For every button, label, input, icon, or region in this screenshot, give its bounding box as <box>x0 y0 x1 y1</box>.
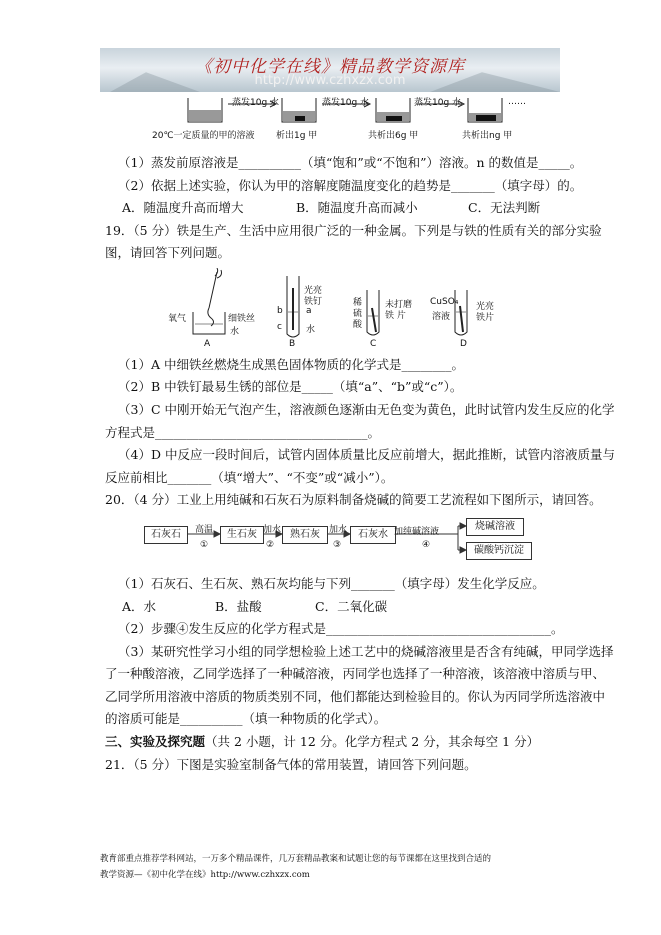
q18-option-a: A．随温度升高而增大 <box>122 200 244 215</box>
q20-option-c: C．二氧化碳 <box>315 599 388 614</box>
q18-option-b: B．随温度升高而减小 <box>296 200 418 215</box>
flow-node-slakedlime: 熟石灰 <box>282 526 328 544</box>
footer-line: 教育部重点推荐学科网站，一万多个精品课件，几万套精品教案和试题让您的每节课都在这里找到合适的 <box>100 854 492 864</box>
figB-c: c <box>277 322 282 332</box>
q19-part3: （3）C 中刚开始无气泡产生，溶液颜色逐渐由无色变为黄色，此时试管内发生反应的化学 <box>118 402 615 417</box>
flow-node-limestone: 石灰石 <box>144 526 188 544</box>
flow-step-num: ① <box>200 540 209 550</box>
flow-step-num: ③ <box>333 540 342 550</box>
q20-part3-cont: 了一种酸溶液，乙同学选择了一种碱溶液，丙同学也选择了一种溶液，该溶液中溶质与甲、 <box>105 666 606 681</box>
q18-option-c: C．无法判断 <box>468 200 541 215</box>
section-heading-note: （共 2 小题，计 12 分。化学方程式 2 分，其余每空 1 分） <box>205 734 540 749</box>
figC-caption: C <box>370 339 377 349</box>
figB-water: 水 <box>306 325 316 335</box>
figB-nail: 铁钉 <box>304 297 323 307</box>
figC-rust: 未打磨 <box>385 300 413 310</box>
q19-part4-cont: 反应前相比_______（填“增大”、“不变”或“减小”）。 <box>105 470 394 485</box>
flow-step-label: 加水 <box>329 525 348 535</box>
q20-part3-cont: 的溶质可能是__________（填一种物质的化学式）。 <box>105 711 387 726</box>
figA-oxygen: 氧气 <box>168 314 187 324</box>
figA-water: 水 <box>230 327 240 337</box>
q19-part3-cont: 方程式是__________________________________。 <box>105 425 381 440</box>
figA-wire: 细铁丝 <box>228 314 256 324</box>
figC-acid: 酸 <box>353 320 363 330</box>
flow-step-label: 加水 <box>263 525 282 535</box>
q18-part2: （2）依据上述实验，你认为甲的溶解度随温度变化的趋势是_______（填字母）的。 <box>118 178 583 193</box>
banner-url[interactable]: http://www.czhxzx.com <box>254 73 406 88</box>
flow-step-num: ② <box>266 540 275 550</box>
figD-solution: 溶液 <box>432 312 451 322</box>
figC-acid: 稀 <box>353 298 363 308</box>
q20-part3: （3）某研究性学习小组的同学想检验上述工艺中的烧碱溶液里是否含有纯碱，甲同学选择 <box>118 644 614 659</box>
q19-part4: （4）D 中反应一段时间后，试管内固体质量比反应前增大，据此推断，试管内溶液质量与 <box>118 447 615 462</box>
q20-part1: （1）石灰石、生石灰、熟石灰均能与下列_______（填字母）发生化学反应。 <box>118 576 545 591</box>
q19-part2: （2）B 中铁钉最易生锈的部位是_____（填“a”、“b”或“c”）。 <box>118 379 463 394</box>
figB-a: a <box>306 306 312 316</box>
flow-step-label: 加纯碱溶液 <box>394 527 440 537</box>
q20-option-b: B．盐酸 <box>215 599 262 614</box>
q20-part3-cont: 乙同学所用溶液中溶质的物质类别不同，他们都能达到检验目的。你认为丙同学所选溶液中 <box>105 689 606 704</box>
figD-iron: 光亮 <box>476 302 495 312</box>
figA-caption: A <box>204 339 211 349</box>
iron-experiments-figure <box>165 268 505 352</box>
figB-caption: B <box>289 339 296 349</box>
q21-stem: 21．（5 分）下图是实验室制备气体的常用装置，请回答下列问题。 <box>105 757 477 772</box>
section-heading-bold: 三、实验及探究题 <box>105 734 206 749</box>
flow-output-calcium-carbonate: 碳酸钙沉淀 <box>466 542 532 560</box>
evap-caption: 共析出6g 甲 <box>368 131 419 141</box>
figD-caption: D <box>460 339 467 349</box>
q19-stem: 19．（5 分）铁是生产、生活中应用很广泛的一种金属。下列是与铁的性质有关的部分实验 <box>105 223 602 238</box>
q20-stem: 20．（4 分）工业上用纯碱和石灰石为原料制备烧碱的简要工艺流程如下图所示，请回答。 <box>105 492 602 507</box>
figD-iron: 铁片 <box>476 313 495 323</box>
q20-part2: （2）步骤④发生反应的化学方程式是____________________________________。 <box>118 621 564 636</box>
flow-node-quicklime: 生石灰 <box>220 526 264 544</box>
flow-node-limewater: 石灰水 <box>350 526 396 544</box>
figB-nail: 光亮 <box>304 286 323 296</box>
evap-caption: 析出1g 甲 <box>276 131 318 141</box>
figC-acid: 硫 <box>353 309 363 319</box>
evap-arrow-label: 蒸发10g 水 <box>414 98 462 108</box>
section-heading <box>105 734 539 750</box>
q19-part1: （1）A 中细铁丝燃烧生成黑色固体物质的化学式是________。 <box>118 357 464 372</box>
footer-link[interactable]: 教学资源—《初中化学在线》http://www.czhxzx.com <box>100 870 310 880</box>
evap-arrow-label: 蒸发10g 水 <box>232 98 280 108</box>
q19-stem-cont: 图，请回答下列问题。 <box>105 245 231 260</box>
flow-output-caustic-soda: 烧碱溶液 <box>466 518 524 536</box>
banner-title: 《初中化学在线》精品教学资源库 <box>195 57 465 77</box>
evap-dots: …… <box>508 97 526 107</box>
figC-rust: 铁 片 <box>385 311 406 321</box>
figB-b: b <box>277 306 283 316</box>
flow-step-label: 高温 <box>195 525 214 535</box>
figD-cuso4: CuSO₄ <box>430 297 459 307</box>
evap-caption: 20℃一定质量的甲的溶液 <box>152 131 255 141</box>
q18-part1: （1）蒸发前原溶液是__________（填“饱和”或“不饱和”）溶液。n 的数值是_____。 <box>118 155 583 170</box>
evap-caption: 共析出ng 甲 <box>462 131 513 141</box>
flow-step-num: ④ <box>422 540 431 550</box>
evap-arrow-label: 蒸发10g 水 <box>322 98 370 108</box>
q20-option-a: A．水 <box>122 599 157 614</box>
header-banner <box>100 48 560 92</box>
